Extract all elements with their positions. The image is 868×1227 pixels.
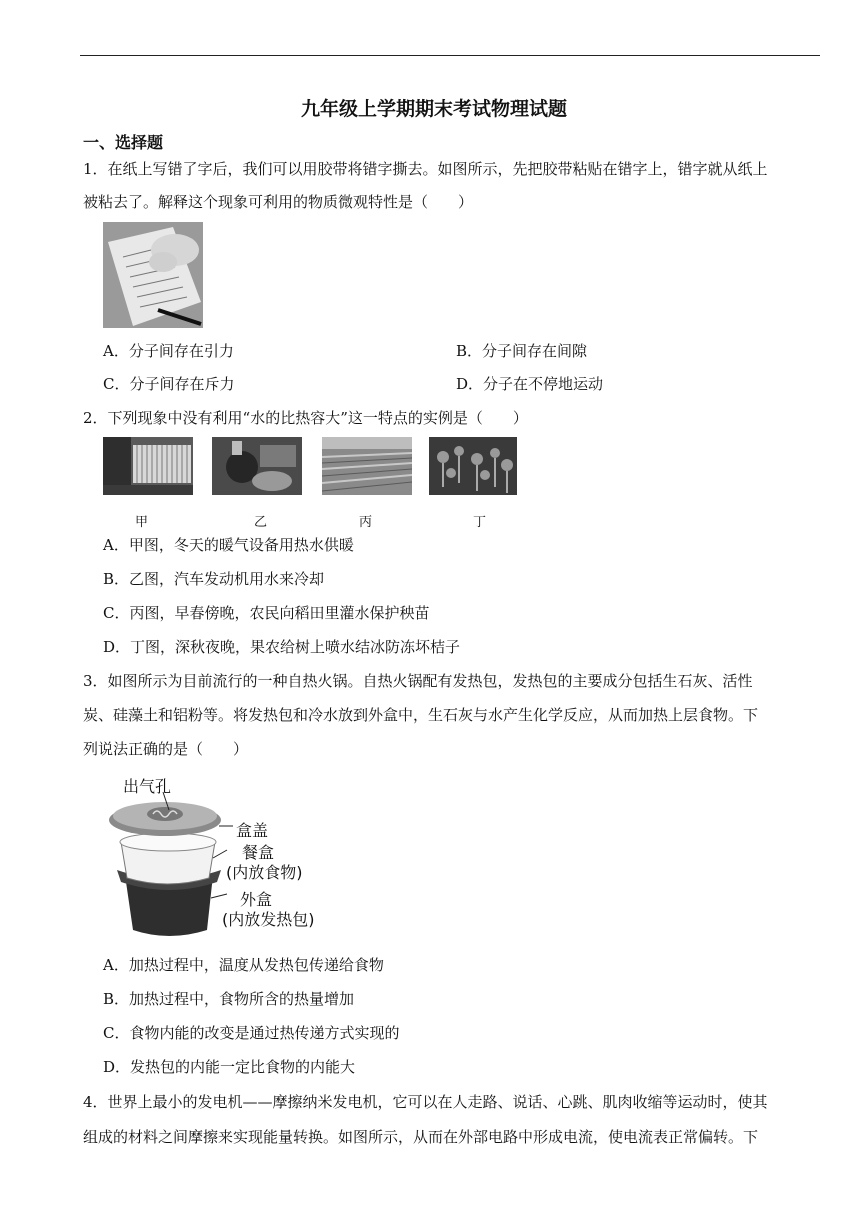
- q3-line-2: 炭、硅藻土和铝粉等。将发热包和冷水放到外盒中，生石灰与水产生化学反应，从而加热上层食物。下: [83, 706, 759, 724]
- q2-option-d: D．丁图，深秋夜晚，果农给树上喷水结冰防冻坏桔子: [103, 638, 461, 656]
- q2-orange-tree-photo: [429, 437, 517, 495]
- section-heading: 一、选择题: [83, 133, 164, 152]
- q2-caption-yi: 乙: [254, 515, 268, 530]
- q2-caption-ding: 丁: [473, 515, 487, 530]
- q1-option-d: D．分子在不停地运动: [456, 375, 604, 393]
- q4-line-2: 组成的材料之间摩擦来实现能量转换。如图所示，从而在外部电路中形成电流，使电流表正常偏转。下: [83, 1128, 759, 1146]
- q3-line-1: 3．如图所示为目前流行的一种自热火锅。自热火锅配有发热包，发热包的主要成分包括生石灰、活性: [83, 672, 753, 690]
- header-rule: [80, 55, 820, 56]
- q3-option-c: C．食物内能的改变是通过热传递方式实现的: [103, 1024, 400, 1042]
- q2-caption-jia: 甲: [135, 515, 149, 530]
- q1-option-b: B．分子间存在间隙: [456, 342, 588, 360]
- q3-label-outer-box: 外盒: [240, 890, 273, 909]
- q2-option-b: B．乙图，汽车发动机用水来冷却: [103, 570, 325, 588]
- q3-option-a: A．加热过程中，温度从发热包传递给食物: [103, 956, 384, 974]
- q3-option-d: D．发热包的内能一定比食物的内能大: [103, 1058, 356, 1076]
- q1-line-1: 1．在纸上写错了字后，我们可以用胶带将错字撕去。如图所示，先把胶带粘贴在错字上，错字就从纸上: [83, 160, 768, 178]
- q3-label-food-box: 餐盒: [242, 843, 275, 862]
- q2-option-a: A．甲图，冬天的暖气设备用热水供暖: [103, 536, 354, 554]
- q1-line-2: 被粘去了。解释这个现象可利用的物质微观特性是（ ）: [83, 193, 474, 211]
- page-title: 九年级上学期期末考试物理试题: [300, 98, 567, 120]
- q2-rice-field-photo: [322, 437, 412, 495]
- q3-label-lid: 盒盖: [236, 821, 269, 840]
- q1-option-a: A．分子间存在引力: [103, 342, 234, 360]
- q1-option-c: C．分子间存在斥力: [103, 375, 235, 393]
- q1-tape-photo: [103, 222, 203, 328]
- q2-engine-photo: [212, 437, 302, 495]
- q3-label-vent: 出气孔: [123, 777, 172, 796]
- q4-line-1: 4．世界上最小的发电机——摩擦纳米发电机，它可以在人走路、说话、心跳、肌肉收缩等运动时，使其: [83, 1093, 768, 1111]
- q3-label-food-box-note: (内放食物): [226, 863, 303, 882]
- q2-line-1: 2．下列现象中没有利用“水的比热容大”这一特点的实例是（ ）: [83, 409, 528, 427]
- q2-radiator-photo: [103, 437, 193, 495]
- q3-label-outer-box-note: (内放发热包): [222, 910, 315, 929]
- q3-line-3: 列说法正确的是（ ）: [83, 740, 249, 758]
- q2-caption-bing: 丙: [359, 515, 373, 530]
- q2-option-c: C．丙图，早春傍晚，农民向稻田里灌水保护秧苗: [103, 604, 430, 622]
- q3-option-b: B．加热过程中，食物所含的热量增加: [103, 990, 355, 1008]
